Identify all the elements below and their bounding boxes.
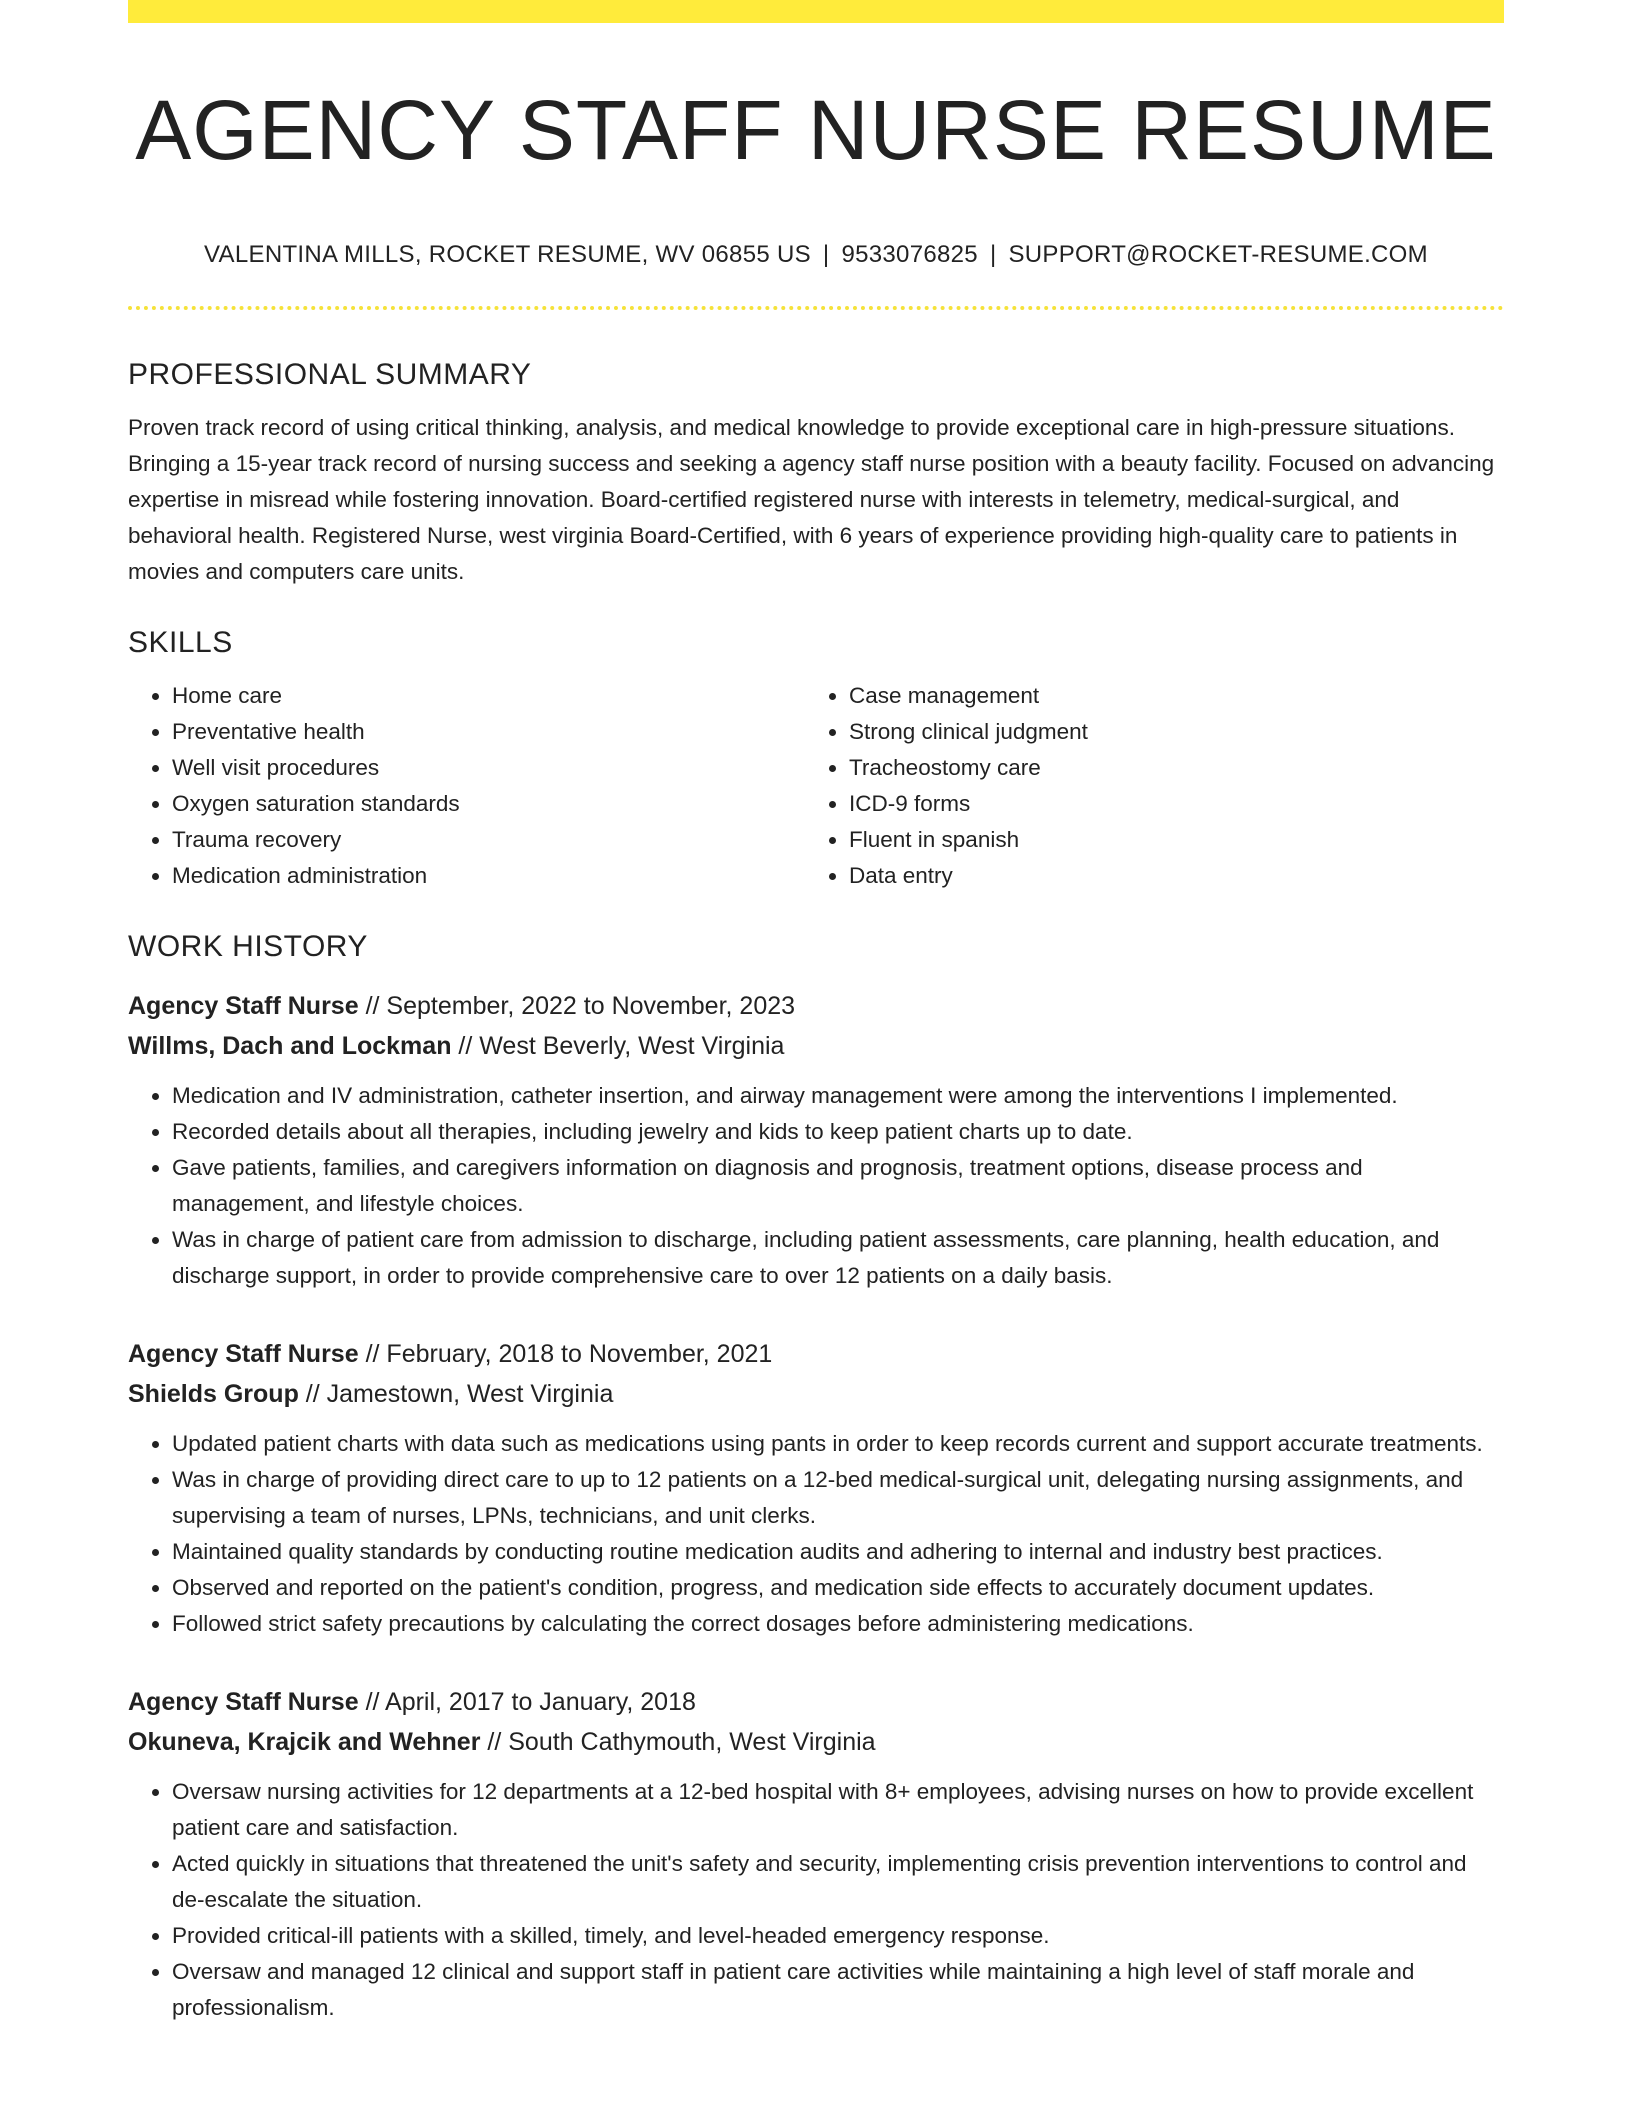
job-bullet: • Maintained quality standards by conducting routine medication audits and adhering to internal and industry best practices. [172, 1534, 1504, 1570]
job-title: Agency Staff Nurse [128, 1340, 359, 1368]
contact-address: VALENTINA MILLS, ROCKET RESUME, WV 06855 US [204, 241, 811, 268]
skill-item: • Tracheostomy care [849, 750, 1482, 786]
job-bullet: • Oversaw and managed 12 clinical and support staff in patient care activities while maintaining a high level of staff morale and professionalism. [172, 1954, 1504, 2026]
job-location: Jamestown, West Virginia [326, 1380, 614, 1408]
skills-list-right [805, 678, 1482, 894]
job-bullet: • Medication and IV administration, catheter insertion, and airway management were among the interventions I implemented. [172, 1078, 1504, 1114]
job-employer-line [128, 1722, 1504, 1762]
contact-line [128, 238, 1504, 272]
job-bullet: • Updated patient charts with data such as medications using pants in order to keep records current and support accurate treatments. [172, 1426, 1504, 1462]
job-dates: April, 2017 to January, 2018 [385, 1688, 696, 1716]
accent-bar [128, 0, 1504, 23]
resume-page [128, 0, 1504, 2112]
work-history-heading: WORK HISTORY [128, 930, 368, 963]
job-location: West Beverly, West Virginia [479, 1032, 785, 1060]
job-title: Agency Staff Nurse [128, 1688, 359, 1716]
resume-content [128, 350, 1504, 2026]
skill-item: • Data entry [849, 858, 1482, 894]
job-separator: // [298, 1380, 327, 1408]
job-title: Agency Staff Nurse [128, 992, 359, 1020]
contact-separator: | [989, 241, 997, 268]
job-bullet: • Gave patients, families, and caregivers information on diagnosis and prognosis, treatment options, disease process and management, and lifestyle choices. [172, 1150, 1504, 1222]
contact-phone: 9533076825 [841, 241, 978, 268]
skill-item: • Well visit procedures [172, 750, 805, 786]
job-title-line [128, 986, 1504, 1026]
jobs-list [128, 986, 1504, 2026]
job-title-line [128, 1682, 1504, 1722]
job-employer: Willms, Dach and Lockman [128, 1032, 452, 1060]
job-bullets [128, 1774, 1504, 2026]
job-bullets [128, 1078, 1504, 1294]
job-bullet: • Recorded details about all therapies, including jewelry and kids to keep patient charts up to date. [172, 1114, 1504, 1150]
job-separator: // [358, 1340, 387, 1368]
job-bullet: • Followed strict safety precautions by calculating the correct dosages before administering medications. [172, 1606, 1504, 1642]
skill-item: • Trauma recovery [172, 822, 805, 858]
job-bullet: • Provided critical-ill patients with a skilled, timely, and level-headed emergency response. [172, 1918, 1504, 1954]
job-dates: September, 2022 to November, 2023 [386, 992, 796, 1020]
job-bullet: • Was in charge of patient care from admission to discharge, including patient assessments, care planning, health education, and discharge support, in order to provide comprehensive care to over 12 patients on a daily basis. [172, 1222, 1504, 1294]
dotted-divider [128, 306, 1504, 310]
job-separator: // [451, 1032, 480, 1060]
skill-item: • Home care [172, 678, 805, 714]
job-employer-line [128, 1026, 1504, 1066]
job-separator: // [358, 1688, 386, 1716]
skills-columns [128, 678, 1504, 894]
job-title-line [128, 1334, 1504, 1374]
job-separator: // [480, 1728, 509, 1756]
job-employer: Shields Group [128, 1380, 299, 1408]
skill-item: • ICD-9 forms [849, 786, 1482, 822]
summary-text: Proven track record of using critical thinking, analysis, and medical knowledge to provide exceptional care in high-pressure situations. Bringing a 15-year track record of nursing success and seeking a agency staff nurse position with a beauty facility. Focused on advancing expertise in misread while fostering innovation. Board-certified registered nurse with interests in telemetry, medical-surgical, and behavioral health. Registered Nurse, west virginia Board-Certified, with 6 years of experience providing high-quality care to patients in movies and computers care units. [128, 415, 1495, 584]
summary-heading: PROFESSIONAL SUMMARY [128, 358, 532, 391]
skill-item: • Fluent in spanish [849, 822, 1482, 858]
job-location: South Cathymouth, West Virginia [508, 1728, 876, 1756]
job-entry [128, 1334, 1504, 1642]
skills-list-left [128, 678, 805, 894]
job-entry [128, 986, 1504, 1294]
skill-item: • Medication administration [172, 858, 805, 894]
summary-section [128, 350, 1504, 590]
job-bullet: • Was in charge of providing direct care to up to 12 patients on a 12-bed medical-surgical unit, delegating nursing assignments, and supervising a team of nurses, LPNs, technicians, and unit clerks. [172, 1462, 1504, 1534]
work-history-section [128, 922, 1504, 2026]
page-title: AGENCY STAFF NURSE RESUME [135, 83, 1497, 177]
job-employer: Okuneva, Krajcik and Wehner [128, 1728, 481, 1756]
skill-item: • Preventative health [172, 714, 805, 750]
job-employer-line [128, 1374, 1504, 1414]
job-separator: // [358, 992, 387, 1020]
skills-heading: SKILLS [128, 626, 233, 659]
skill-item: • Strong clinical judgment [849, 714, 1482, 750]
job-bullet: • Oversaw nursing activities for 12 departments at a 12-bed hospital with 8+ employees, advising nurses on how to provide excellent patient care and satisfaction. [172, 1774, 1504, 1846]
job-bullet: • Observed and reported on the patient's condition, progress, and medication side effects to accurately document updates. [172, 1570, 1504, 1606]
job-bullets [128, 1426, 1504, 1642]
job-bullet: • Acted quickly in situations that threatened the unit's safety and security, implementing crisis prevention interventions to control and de-escalate the situation. [172, 1846, 1504, 1918]
skill-item: • Case management [849, 678, 1482, 714]
job-entry [128, 1682, 1504, 2026]
contact-email: SUPPORT@ROCKET-RESUME.COM [1008, 241, 1428, 268]
job-dates: February, 2018 to November, 2021 [386, 1340, 773, 1368]
skills-section [128, 618, 1504, 894]
skill-item: • Oxygen saturation standards [172, 786, 805, 822]
contact-separator: | [822, 241, 830, 268]
